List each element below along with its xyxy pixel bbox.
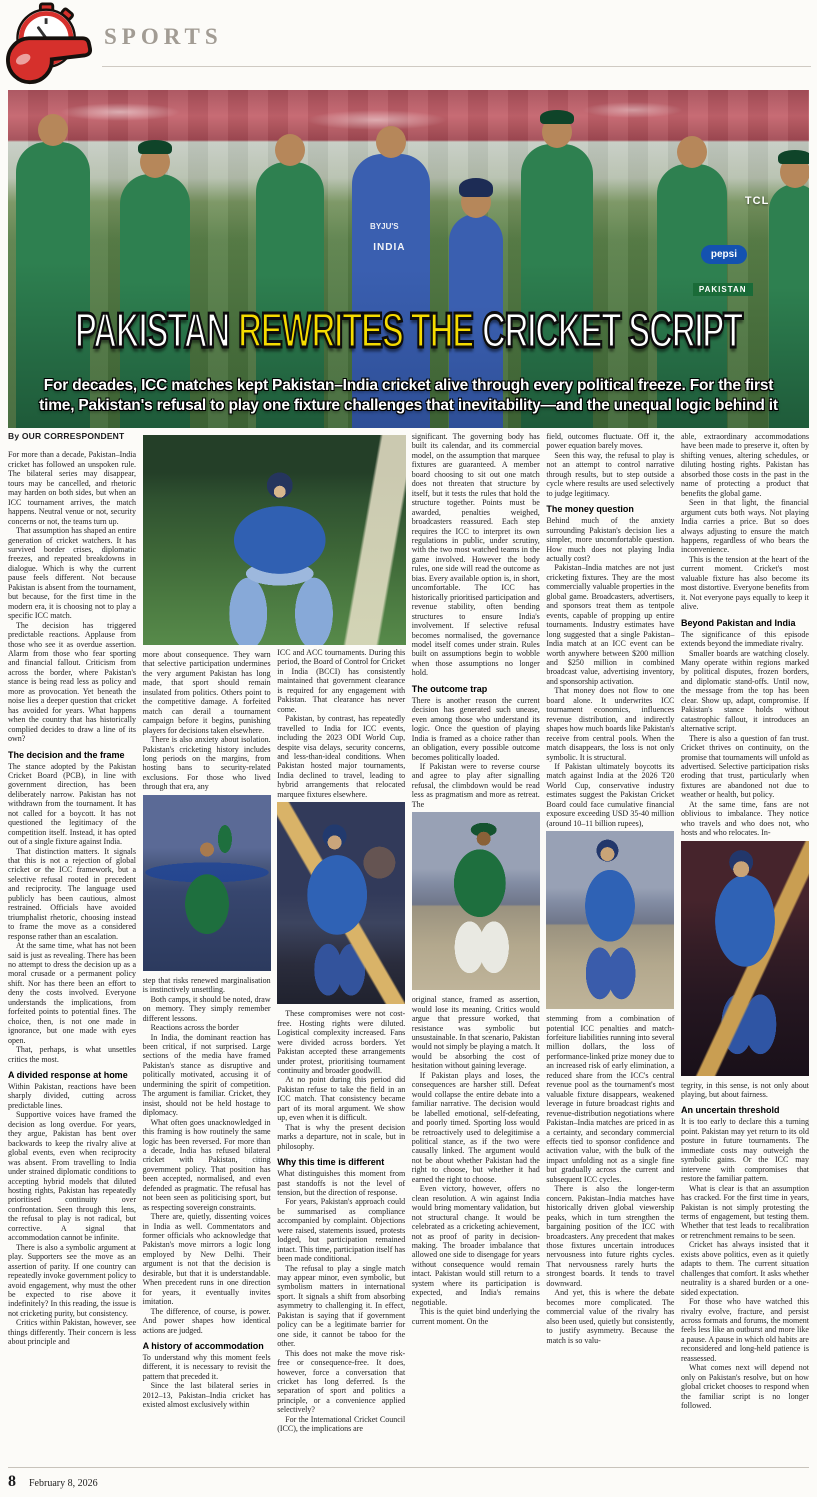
inset-photo-keeper-green <box>412 812 540 990</box>
inset-photo-batsman-blue-drive <box>681 841 809 1076</box>
continuation-paragraph: significant. The governing body has built its calendar, and its commercial model, on the assumption that marquee fixtures are guaranteed. A member board choosing to sit out one match does not threaten that structure by itself, but it tests the rules that hold the structure together. Points must be awarded, penalties weighed, broadcasters reassured. Each step requires the ICC to interpret its own regulations in public, under scrutiny, with the two most watched teams in the game involved. However the body rules, one side will read the outcome as bias. Every available option is, in short, uncomfortable. The ICC has historically prioritised participation and revenue stability, often bending structures to ensure India's involvement. If selective refusal becomes normalised, the governance model itself comes under strain. Rules built on assumptions begin to wobble when those assumptions no longer hold. <box>411 432 540 678</box>
subhead-line-2: time, Pakistan's refusal to play one fixture challenges that inevitability—and the unequal logic behind it <box>39 397 778 415</box>
section-heading: An uncertain threshold <box>680 1105 780 1116</box>
headline-highlight: REWRITES THE <box>238 302 474 358</box>
byline-author: OUR CORRESPONDENT <box>21 432 125 441</box>
continuation-paragraph: What distinguishes this moment from past standoffs is not the level of tension, but the direction of response. <box>277 1169 406 1197</box>
hero-photo <box>8 90 809 428</box>
article-paragraph: Since the last bilateral series in 2012–13, Pakistan–India cricket has existed almost exclusively within <box>142 1381 271 1410</box>
inset-photo-batsman-blue-running <box>277 802 405 1004</box>
article-paragraph: There is also anxiety about isolation. Pakistan's cricketing history includes long periods on the margins, from hosting bans to security-related exclusions. For those who lived through that era, any <box>142 735 271 792</box>
page-footer <box>8 1467 809 1491</box>
article-paragraph: Reactions across the border <box>150 1023 239 1033</box>
article-paragraph: What comes next will depend not only on Pakistan's resolve, but on how global cricket chooses to respond when the familiar script is no longer followed. <box>680 1363 809 1411</box>
article-paragraph: Critics within Pakistan, however, see things differently. Their concern is less about principle and <box>8 1318 136 1347</box>
article-paragraph: At the same time, fans are not oblivious to imbalance. They notice who travels and who does not, who hosts and who relocates. In- <box>680 799 809 838</box>
article-paragraph: There is also the longer-term concern. Pakistan–India matches have historically driven global viewership peaks, which in turn strengthen the bargaining position of the ICC with broadcasters. Any precedent that makes those fixtures uncertain introduces nervousness into future rights cycles. That nervousness rarely hurts the strongest boards. It tends to travel downward. <box>546 1184 675 1288</box>
continuation-paragraph: ICC and ACC tournaments. During this period, the Board of Control for Cricket in India (BCCI) has consistently maintained that government clearance is required for any engagement with Pakistan. That clearance has never come. <box>277 648 406 714</box>
section-heading: A divided response at home <box>8 1070 128 1080</box>
article-paragraph: There are, quietly, dissenting voices in India as well. Commentators and former officials who acknowledge that Pakistan's move mirrors a logic long employed by New Delhi. Their argument is not that the decision is desirable, but that it is understandable. When precedent runs in one direction for years, it eventually invites imitation. <box>142 1212 271 1307</box>
continuation-paragraph: For more than a decade, Pakistan–India cricket has followed an unspoken rule. The bilateral series may disappear, tours may be cancelled, and rhetoric may harden on both sides, but when an ICC tournament arrives, the match happens. Neutral venue or not, security concerns or not, the teams turn up. <box>8 450 136 526</box>
continuation-paragraph: stemming from a combination of potential ICC penalties and match-forfeiture liabilities running into several million dollars, the loss of performance-linked prize money due to an increased risk of early elimination, a reduced share from the ICC's central revenue pool as the tournament's most valuable fixture disappears, weakened leverage in future broadcast rights and revenue-distribution negotiations where Pakistan–India matches are priced in as a certainty, and secondary commercial effects tied to sponsor confidence and activation value, with the bulk of the impact unfolding not as a single fine but gradually across the current and subsequent ICC cycles. <box>546 1014 675 1184</box>
article-paragraph: Pakistan, by contrast, has repeatedly travelled to India for ICC events, including the 2023 ODI World Cup, despite visa delays, security concerns, and less-than-ideal conditions. When Pakistan hosted major tournaments, India declined to travel, leading to hybrid arrangements that relocated marquee fixtures elsewhere. <box>277 714 406 799</box>
jersey-team-text: INDIA <box>373 242 406 254</box>
page-number: 8 <box>8 1473 16 1490</box>
article-paragraph: Smaller boards are watching closely. Many operate within regions marked by political disputes, frozen borders, and diplomatic stand-offs. Until now, the message from the top has been clear. Show up, adapt, compromise. If Pakistan's stance holds without catastrophic fallout, it introduces an alternative script. <box>680 648 809 734</box>
article-paragraph: That, perhaps, is what unsettles critics the most. <box>8 1045 136 1064</box>
article-paragraph: If Pakistan were to reverse course and agree to play after signalling refusal, the climbdown would be read less as pragmatism and more as retreat. The <box>411 761 540 809</box>
section-heading: Beyond Pakistan and India <box>680 617 796 628</box>
article-paragraph: Pakistan–India matches are not just cricketing fixtures. They are the most commercially valuable properties in the global game. Broadcasters, advertisers, and sponsors treat them as tentpole events, capable of propping up entire tournaments. Industry estimates have long suggested that a single Pakistan–India match at an ICC event can be worth anywhere between $200 million and $250 million in combined broadcast value, advertising inventory, and sponsorship activation. <box>546 563 675 686</box>
article-paragraph: Supportive voices have framed the decision as long overdue. For years, they argue, Pakistan has bent over backwards to keep the rivalry alive at global events, even when reciprocity was absent. From travelling to India under strained diplomatic conditions to accepting hybrid models that diluted hosting rights, Pakistan has repeatedly prioritised continuity over confrontation. Seen through this lens, the refusal to play is not radical, but corrective. A signal that accommodation cannot be infinite. <box>8 1110 136 1243</box>
inset-photo-bowler-green <box>143 795 271 971</box>
footer-date: February 8, 2026 <box>29 1478 98 1489</box>
column-5 <box>546 432 674 1467</box>
article-paragraph: This does not make the move risk-free or consequence-free. It does, however, force a conversation that cricket has long deferred. Is the separation of sport and politics a principle, or a convenience applied selectively? <box>277 1348 406 1415</box>
masthead-rule <box>102 66 811 67</box>
article-paragraph: The refusal to play a single match may appear minor, even symbolic, but symbolism matters in international sport. It signals a shift from absorbing asymmetry to challenging it. In effect, Pakistan is saying that if government policy can be a legitimate barrier for one side, it cannot be taboo for the other. <box>277 1263 406 1349</box>
continuation-paragraph: It is too early to declare this a turning point. Pakistan may yet return to its old posture in future tournaments. The immediate costs may outweigh the symbolic gains. Or the ICC may intervene with compromises that restore the familiar pattern. <box>680 1117 809 1184</box>
article-paragraph: What often goes unacknowledged in this framing is how routinely the same logic has been reversed. For more than a decade, India has refused bilateral cricket with Pakistan, citing government policy. That position has been accepted, normalised, and even defended as pragmatic. The refusal has not been seen as politicising sport, but as respecting sovereign constraints. <box>142 1117 271 1212</box>
subhead-line-1: For decades, ICC matches kept Pakistan–India cricket alive through every political freeze. For the first <box>43 377 774 394</box>
jersey-sponsor-text: BYJU'S <box>370 221 399 231</box>
article-paragraph: That is why the present decision marks a departure, not in scale, but in philosophy. <box>277 1122 406 1151</box>
article-paragraph: Cricket has always insisted that it exists above politics, even as it quietly adapts to them. The current situation challenges that comfort. It asks whether neutrality is a shared burden or a one-sided expectation. <box>680 1240 809 1297</box>
continuation-paragraph: To understand why this moment feels different, it is necessary to revisit the pattern that preceded it. <box>142 1353 271 1381</box>
continuation-paragraph: field, outcomes fluctuate. Off it, the power equation barely moves. <box>546 432 675 451</box>
continuation-paragraph: able, extraordinary accommodations have been made to preserve it, often by shifting venues, altering schedules, or diluting hosting rights. Pakistan has absorbed those costs in the past in the name of protecting a product that benefits the global game. <box>680 432 809 498</box>
section-heading: A history of accommodation <box>142 1341 264 1352</box>
article-paragraph: That money does not flow to one board alone. It underwrites ICC tournament economics, influences revenue distribution, and indirectly shapes how much boards like Pakistan's receive from central pools. When the match disappears, the loss is not only symbolic. It is structural. <box>546 686 675 762</box>
column-1 <box>8 432 136 1467</box>
article-columns <box>8 432 809 1467</box>
article-paragraph: The difference, of course, is power. And power shapes how identical actions are judged. <box>142 1306 271 1335</box>
article-paragraph: At the same time, what has not been said is just as revealing. There has been no attempt to dress the decision up as a moral crusade or a permanent policy shift. Nor has there been an effort to deny the costs involved. Everyone understands the implications, from forfeited points to potential fines. The choice, then, is not one made in ignorance, but one made with eyes open. <box>8 941 136 1045</box>
headline <box>8 302 809 359</box>
section-heading: The money question <box>546 504 634 515</box>
article-paragraph: If Pakistan plays and loses, the consequences are harsher still. Defeat would collapse the entire debate into a familiar narrative. The decision would be labelled emotional, self-defeating, and poorly timed. Sporting loss would be retroactively used to delegitimise a political stance, as if the two were causally linked. The argument would not be about whether Pakistan had the right to choose, but whether it had earned the right to choose. <box>411 1070 540 1184</box>
article-paragraph: This is the tension at the heart of the current moment. Cricket's most valuable fixture has also become its most distortive. Everyone benefits from it. Not everyone pays equally to keep it alive. <box>680 554 809 612</box>
continuation-paragraph: step that risks renewed marginalisation is instinctively unsettling. <box>142 975 271 995</box>
section-title: SPORTS <box>104 24 223 49</box>
column-2 <box>143 432 271 1467</box>
article-paragraph: If Pakistan ultimately boycotts its match against India at the 2026 T20 World Cup, conservative industry estimates suggest the Pakistan Cricket Board could face cumulative financial exposure exceeding USD 35-40 million (around 10–11 billion rupees), <box>546 761 675 828</box>
ad-board-text-pepsi: pepsi <box>701 245 747 264</box>
section-heading: Why this time is different <box>277 1157 385 1168</box>
column-6 <box>681 432 809 1467</box>
byline-prefix: By <box>8 432 20 441</box>
continuation-paragraph: Within Pakistan, reactions have been sharply divided, cutting across predictable lines. <box>8 1082 136 1110</box>
article-paragraph: At no point during this period did Pakistan refuse to take the field in an ICC match. That consistency became part of its moral argument. We show up, even when it is difficult. <box>277 1075 406 1123</box>
article-paragraph: For those who have watched this rivalry evolve, fracture, and persist across formats and forums, the moment feels less like an outburst and more like a pause. A pause in which old habits are reconsidered and long-held patience is reassessed. <box>680 1297 809 1363</box>
inset-photo-batsman-blue-pads <box>546 831 674 1009</box>
article-paragraph: For years, Pakistan's approach could be summarised as compliance accompanied by complaint. Objections were raised, statements issued, protests lodged, but participation remained intact. This time, participation itself has been made conditional. <box>277 1197 406 1264</box>
section-heading: The decision and the frame <box>8 749 125 760</box>
column-4 <box>412 432 540 1467</box>
ad-board-text-pakistan: PAKISTAN <box>693 283 753 296</box>
article-paragraph: Even victory, however, offers no clean resolution. A win against India would bring momentary validation, but not structural change. It would be celebrated as a cricketing achievement, not as proof of parity in decision-making. The broader imbalance that allowed one side to disengage for years without consequence would remain intact. Pakistan would still return to a system where its participation is expected, and India's remains negotiable. <box>411 1184 540 1307</box>
article-paragraph: There is also a question of fan trust. Cricket thrives on continuity, on the promise that tournaments will unfold as advertised. Selective participation risks eroding that trust, particularly when fixtures are abandoned not due to weather or health, but policy. <box>680 733 809 800</box>
photo-spacer <box>277 432 405 648</box>
continuation-paragraph: There is another reason the current decision has generated such unease, even among those who understand its logic. Once the question of playing India is framed as a choice rather than an obligation, every possible outcome becomes politically loaded. <box>411 695 540 762</box>
continuation-paragraph: The significance of this episode extends beyond the immediate rivalry. <box>680 629 809 649</box>
masthead <box>0 0 817 90</box>
continuation-paragraph: more about consequence. They warn that selective participation undermines the very argument Pakistan has long made, that sport should remain insulated from politics. Others point to the competitive damage. A forfeited match can derail a tournament campaign before it begins, punishing players for decisions taken elsewhere. <box>142 650 271 735</box>
article-paragraph: Seen this way, the refusal to play is not an attempt to control narrative through results, but to step outside a cycle where results are used selectively to judge legitimacy. <box>546 450 675 498</box>
whistle-stopwatch-icon <box>2 2 94 86</box>
article-paragraph: And yet, this is where the debate becomes more complicated. The commercial value of the rivalry has also been used, quietly but consistently, to justify asymmetry. Because the match is so valu- <box>546 1288 675 1345</box>
article-paragraph: That distinction matters. It signals that this is not a rejection of global cricket or the ICC framework, but a selective refusal rooted in precedent and reciprocity. The language used publicly has been cautious, almost restrained. Officials have avoided triumphalist rhetoric, choosing instead to frame the move as a considered response rather than an escalation. <box>8 846 136 941</box>
continuation-paragraph: Behind much of the anxiety surrounding Pakistan's decision lies a simpler, more uncomfortable question. How much does not playing India actually cost? <box>546 516 675 563</box>
article-paragraph: That assumption has shaped an entire generation of cricket watchers. It has survived border crises, diplomatic freezes, and repeated breakdowns in dialogue. Which is why the current pause feels different. Not because Pakistan is absent from the tournament, but because, for the first time in the modern era, it is choosing not to play a specific ICC match. <box>8 526 136 621</box>
article-paragraph: These compromises were not cost-free. Hosting rights were diluted. Logistical complexity increased. Fans were divided across borders. Yet Pakistan accepted these arrangements under protest, prioritising tournament continuity and broader goodwill. <box>277 1009 406 1075</box>
article-paragraph: For the International Cricket Council (ICC), the implications are <box>277 1414 406 1434</box>
ad-board-text-tcl: TCL <box>744 194 770 207</box>
article-paragraph: What is clear is that an assumption has cracked. For the first time in years, Pakistan is not simply protesting the terms of engagement, but testing them. Whether that test leads to recalibration or retrenchment remains to be seen. <box>680 1183 809 1240</box>
article-paragraph: This is the quiet bind underlying the current moment. On the <box>411 1307 540 1326</box>
headline-part-1: PAKISTAN <box>74 302 230 358</box>
continuation-paragraph: tegrity, in this sense, is not only about playing, but about fairness. <box>680 1080 809 1100</box>
continuation-paragraph: The stance adopted by the Pakistan Cricket Board (PCB), in line with government direction, has been deliberately narrow. Pakistan has not withdrawn from the tournament. It has not called for a boycott. It has not questioned the legitimacy of the competition itself. Instead, it has opted out of a single fixture against India. <box>8 761 136 847</box>
article-paragraph: Seen in that light, the financial argument cuts both ways. Not playing India carries a price. But so does always adjusting to ensure the match happens, regardless of who bears the inconvenience. <box>680 498 809 555</box>
byline <box>8 432 136 441</box>
article-paragraph: Both camps, it should be noted, draw on memory. They simply remember different lessons. <box>142 994 271 1023</box>
headline-part-2: CRICKET SCRIPT <box>482 302 743 358</box>
continuation-paragraph: original stance, framed as assertion, would lose its meaning. Critics would argue that pressure worked, that resistance was symbolic but unsustainable. In that scenario, Pakistan would not simply be playing a match. It would be absorbing the cost of hesitation without gaining leverage. <box>411 995 540 1071</box>
section-heading: The outcome trap <box>411 683 488 694</box>
column-3 <box>277 432 405 1467</box>
article-paragraph: The decision has triggered predictable reactions. Applause from those who see it as overdue assertion. Alarm from those who fear sporting and financial fallout. Criticism from across the border, where Pakistan's stance is being read less as policy and more as provocation. Yet beneath the noise lies a deeper question that cricket has avoided for years. What happens when the country that has historically complied decides to draw a line of its own? <box>8 620 136 744</box>
subhead <box>24 376 793 416</box>
article-paragraph: In India, the dominant reaction has been critical, if not surprised. Large sections of the media have framed Pakistan's stance as disruptive and politically motivated, accusing it of undermining the spirit of competition. The argument is familiar. Cricket, they insist, should not be held hostage to diplomacy. <box>142 1032 271 1118</box>
article-paragraph: There is also a symbolic argument at play. Supporters see the move as an assertion of parity. If one country can repeatedly invoke government policy to avoid engagement, why must the other be expected to rise above it indefinitely? In this reading, the issue is not cricketing purity, but consistency. <box>8 1242 136 1318</box>
